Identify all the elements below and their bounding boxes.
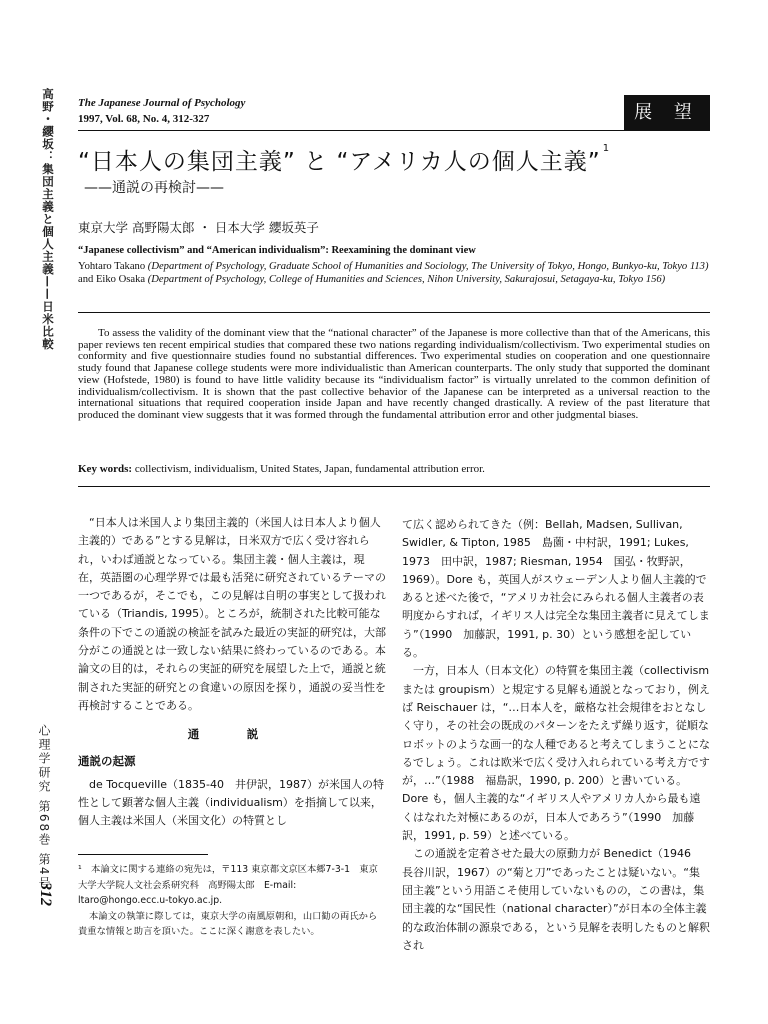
keywords-text: collectivism, individualism, United States, Japan, fundamental attribution error. [132,463,485,475]
journal-volume: 1997, Vol. 68, No. 4, 312-327 [78,113,210,125]
keywords [78,463,710,475]
abstract-rule [78,312,710,313]
footnote-contact: ¹ 本論文に関する連絡の宛先は，〒113 東京都文京区本郷7-3-1 東京大学大学院人文社会系研究科 高野陽太郎 E-mail: ltaro@hongo.ecc.u-tokyo.ac.jp. [78,864,378,906]
author-2-affiliation: (Department of Psychology, College of Humanities and Sciences, Nihon University, Sakurajosui, Setagaya-ku, Tokyo 156) [147,273,666,285]
intro-paragraph: “日本人は米国人より集団主義的（米国人は日本人より個人主義的）である”とする見解は，日米双方で広く受け容れられ，いわば通説となっている。集団主義・個人主義は，現在，英語圏の心理学界では最も活発に研究されているテーマの一つであるが，そこでも，この見解は自明の事実として扱われている（Triandis, 1995）。ところが，統制された比較可能な条件の下でこの通説の検証を試みた最近の実証的研究は，大部分がこの通説とは一致しない結果に終わっているのである。本論文の目的は，それらの実証的研究を展望した上で，通説と統制された実証的研究との食違いの原因を探り，通説の妥当性を再検討することである。 [78,516,386,712]
section-label: 展 望 [624,95,710,130]
origin-paragraph: de Tocqueville（1835-40 井伊訳，1987）が米国人の特性として顕著な個人主義（individualism）を指摘して以来，個人主義は米国人（米国文化）の特質とし [78,777,384,828]
keywords-label: Key words: [78,463,133,475]
body-column-right [402,516,710,955]
journal-vertical-label: 心理学研究 第68巻 第4号 [37,724,51,891]
paper-title [78,143,610,176]
author-conjunction: and [78,273,96,285]
running-title: 高野・纓坂：集団主義と個人主義——日米比較 [41,88,55,351]
title-footnote-mark: 1 [602,143,611,154]
paper-subtitle: ——通説の再検討—— [84,180,224,196]
paper-title-text: “日本人の集団主義” と “アメリカ人の個人主義” [78,149,601,175]
authors-japanese: 東京大学 高野陽太郎 ・ 日本大学 纓坂英子 [78,220,319,235]
body-column-left [78,514,386,831]
footnote [78,862,386,940]
footnote-acknowledgement: 本論文の執筆に際しては，東京大学の南風原朝和，山口勧の両氏から貴重な情報と助言を頂いた。ここに深く謝意を表したい。 [78,910,378,937]
benedict-paragraph: この通説を定着させた最大の原動力が Benedict（1946 長谷川訳，1967）の“菊と刀”であったことは疑いない。“集団主義”という用語こそ使用していないものの，この書は，集団主義的な“国民性（national character）”が日本の全体主義的な政治体制の源泉である，という見解を表明したものと解釈され [402,847,710,952]
footnote-rule [78,854,208,855]
abstract [78,328,710,422]
abstract-text: To assess the validity of the dominant view that the “national character” of the Japanese is more collective than that of the Americans, this paper reviews ten recent empirical studies that compared these two nations regarding individualism/collectivism. Two experimental studies on conformity and five questionnaire studies found no substantial differences. Two experimental studies on cooperation and one questionnaire study found that Japanese college students were more individualistic than American counterparts. The only study that supported the dominant view (Hofstede, 1980) is found to have little validity because its “individualism factor” is virtually unrelated to the common definition of individualism/collectivism. It is shown that the past collective behavior of the Japanese can be interpreted as a universal reaction to the international situations that required cooperation inside Japan and have recently changed drastically. A review of the past literature that produced the dominant view suggests that it was formed through the fundamental attribution error and other judgmental biases. [78,327,710,421]
author-1-name: Yohtaro Takano [78,261,146,272]
continued-paragraph: て広く認められてきた（例：Bellah, Madsen, Sullivan, Swidler, & Tipton, 1985 島薗・中村訳，1991; Lukes, 1973 田中訳，1987; Riesman, 1954 国弘・牧野訳，1969）。Dore も，英国人がスウェーデン人より個人主義的であると述べた後で，“アメリカ社会にみられる個人主義者の表明度からすれば，イギリス人は完全な集団主義者に見えてしまう”（1990 加藤訳，1991, p. 30）という感想を記している。 [402,518,710,660]
keywords-rule [78,486,710,487]
author-2-name: Eiko Osaka [95,273,146,285]
japanese-collectivism-paragraph: 一方，日本人（日本文化）の特質を集団主義（collectivism または groupism）と規定する見解も通説となっており，例えば Reischauer は，“…日本人を，厳格な社会規律をおとなしく守り，その社会の既成のパターンをたえず繰り返す，従順なロボットのような画一的な人種であると考えてしまうことになるでしょう。これは欧米で広く受け入れられている考え方ですが，…”（1988 福島訳，1990, p. 200）と書いている。Dore も，個人主義的な“イギリス人やアメリカ人から最も遠くはなれた対極にあるのが，日本人であろう”（1990 加藤訳，1991, p. 59）と述べている。 [402,664,710,843]
author-1-affiliation: (Department of Psychology, Graduate School of Humanities and Sociology, The University of Tokyo, Hongo, Bunkyo-ku, Tokyo 113) [147,261,709,272]
header-rule [78,130,710,131]
english-authors-affiliations [78,261,712,286]
english-title: “Japanese collectivism” and “American individualism”: Reexamining the dominant view [78,245,476,256]
section-heading: 通 説 [187,727,277,742]
subsection-heading: 通説の起源 [78,753,136,768]
page-number: 312 [37,882,54,906]
journal-name: The Japanese Journal of Psychology [78,97,246,109]
